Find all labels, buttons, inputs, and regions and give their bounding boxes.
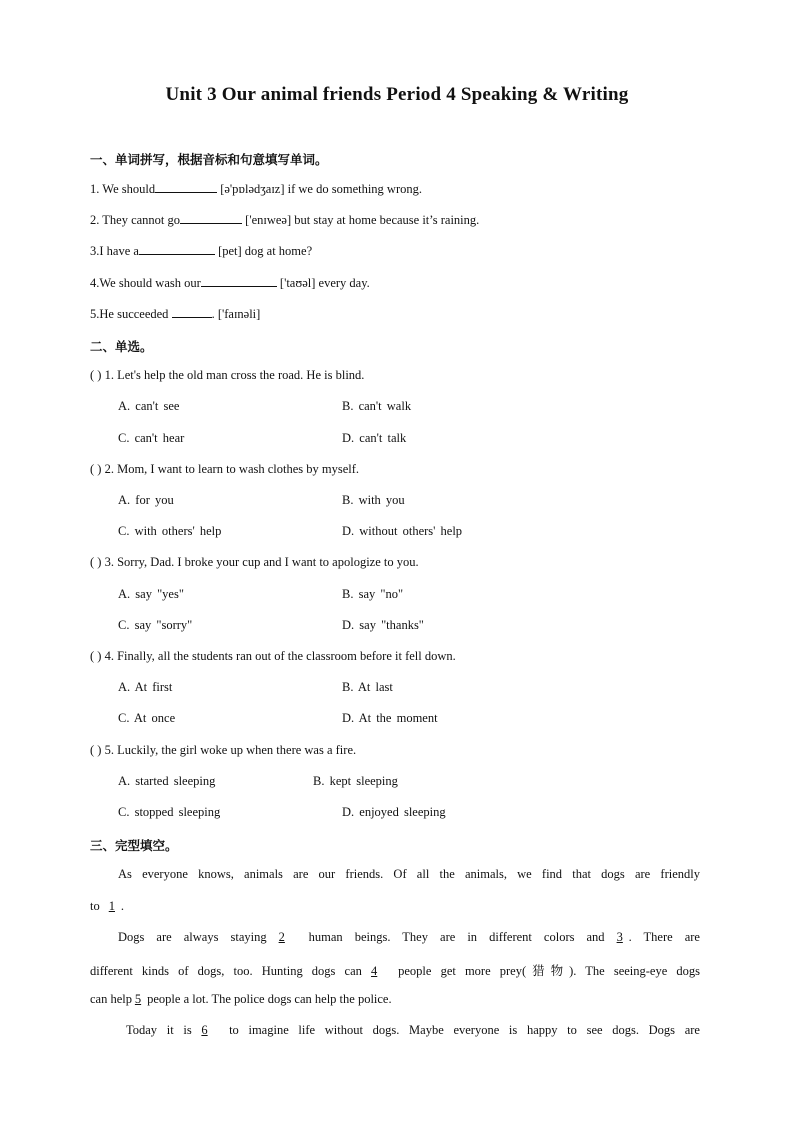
cloze-paragraph-2-line-2 [90,961,700,979]
mc2-option-d[interactable]: D. without others' help [342,524,463,538]
spelling-item-2-pre: 2. They cannot go [90,213,181,227]
cloze-blank-1[interactable]: 1 [108,899,115,913]
mc2-option-b[interactable]: B. with you [342,493,405,507]
cloze-blank-6[interactable]: 6 [201,1023,208,1037]
spelling-item-5 [90,306,260,322]
mc4-option-d[interactable]: D. At the moment [342,711,438,725]
cloze-text: to imagine life without dogs. Maybe everyone is happy to see dogs. Dogs are [219,1023,700,1037]
mc-question-3: ( ) 3. Sorry, Dad. I broke your cup and I want to apologize to you. [90,555,419,569]
cloze-blank-3[interactable]: 3 [616,930,623,944]
mc5-option-d[interactable]: D. enjoyed sleeping [342,805,446,819]
spelling-item-4 [90,275,370,291]
spelling-item-2 [90,212,479,228]
cloze-text: people get more prey(猎物). The seeing-eye dogs [389,964,701,978]
cloze-text: different kinds of dogs, too. Hunting dogs can [90,964,372,978]
section2-heading: 二、单选。 [90,339,153,354]
cloze-text: human beings. They are in different colors and [296,930,617,944]
mc1-option-a[interactable]: A. can't see [118,399,180,413]
mc3-option-a[interactable]: A. say "yes" [118,587,184,601]
cloze-text: to [90,899,103,913]
mc-question-4: ( ) 4. Finally, all the students ran out of the classroom before it fell down. [90,649,456,663]
mc4-option-a[interactable]: A. At first [118,680,173,694]
mc-question-2: ( ) 2. Mom, I want to learn to wash clothes by myself. [90,462,360,476]
spelling-item-5-pre: 5.He succeeded [90,307,172,321]
mc4-option-b[interactable]: B. At last [342,680,393,694]
cloze-paragraph-2-line-1 [118,930,700,945]
spelling-blank-1[interactable] [155,181,217,193]
spelling-blank-3[interactable] [139,243,215,255]
cloze-blank-4[interactable]: 4 [371,964,378,978]
spelling-item-1 [90,181,422,197]
mc5-option-a[interactable]: A. started sleeping [118,774,216,788]
cloze-text: people a lot. The police dogs can help the police. [144,992,392,1006]
cloze-paragraph-3-line-1 [126,1023,700,1038]
cloze-text: can help [90,992,132,1006]
spelling-item-5-post: . ['faɪnəli] [211,307,261,321]
cloze-blank-2[interactable]: 2 [278,930,285,944]
cloze-blank-5[interactable]: 5 [134,992,142,1006]
spelling-item-2-post: ['enɪweə] but stay at home because it’s raining. [242,213,480,227]
spelling-blank-4[interactable] [201,275,277,287]
mc2-option-a[interactable]: A. for you [118,493,174,507]
mc-question-5: ( ) 5. Luckily, the girl woke up when there was a fire. [90,743,357,757]
mc1-option-b[interactable]: B. can't walk [342,399,412,413]
section1-heading: 一、单词拼写，根据音标和句意填写单词。 [90,152,328,167]
spelling-item-3-pre: 3.I have a [90,244,139,258]
spelling-blank-5[interactable] [172,306,212,318]
mc5-option-c[interactable]: C. stopped sleeping [118,805,221,819]
cloze-text: Dogs are always staying [118,930,279,944]
cloze-paragraph-2-line-3 [90,992,392,1007]
cloze-text: Today it is [126,1023,202,1037]
cloze-paragraph-1-line-1: As everyone knows, animals are our friends. Of all the animals, we find that dogs are friendly [118,867,700,881]
spelling-item-1-post: [ə'pɒlədʒaɪz] if we do something wrong. [217,182,423,196]
cloze-text: . There are [628,930,700,944]
spelling-blank-2[interactable] [180,212,242,224]
mc3-option-d[interactable]: D. say "thanks" [342,618,424,632]
mc5-option-b[interactable]: B. kept sleeping [313,774,398,788]
mc3-option-c[interactable]: C. say "sorry" [118,618,193,632]
mc1-option-c[interactable]: C. can't hear [118,431,185,445]
cloze-paragraph-1-line-2 [90,899,124,914]
page-title: Unit 3 Our animal friends Period 4 Speaking & Writing [165,84,629,105]
mc3-option-b[interactable]: B. say "no" [342,587,404,601]
spelling-item-4-post: ['taʊəl] every day. [276,276,370,290]
mc2-option-c[interactable]: C. with others' help [118,524,222,538]
mc1-option-d[interactable]: D. can't talk [342,431,407,445]
cloze-text: . [120,899,124,913]
spelling-item-4-pre: 4.We should wash our [90,276,201,290]
section3-heading: 三、完型填空。 [90,838,178,853]
spelling-item-1-pre: 1. We should [90,182,156,196]
spelling-item-3-post: [pet] dog at home? [214,244,313,258]
spelling-item-3 [90,243,312,259]
mc4-option-c[interactable]: C. At once [118,711,176,725]
mc-question-1: ( ) 1. Let's help the old man cross the road. He is blind. [90,368,365,382]
